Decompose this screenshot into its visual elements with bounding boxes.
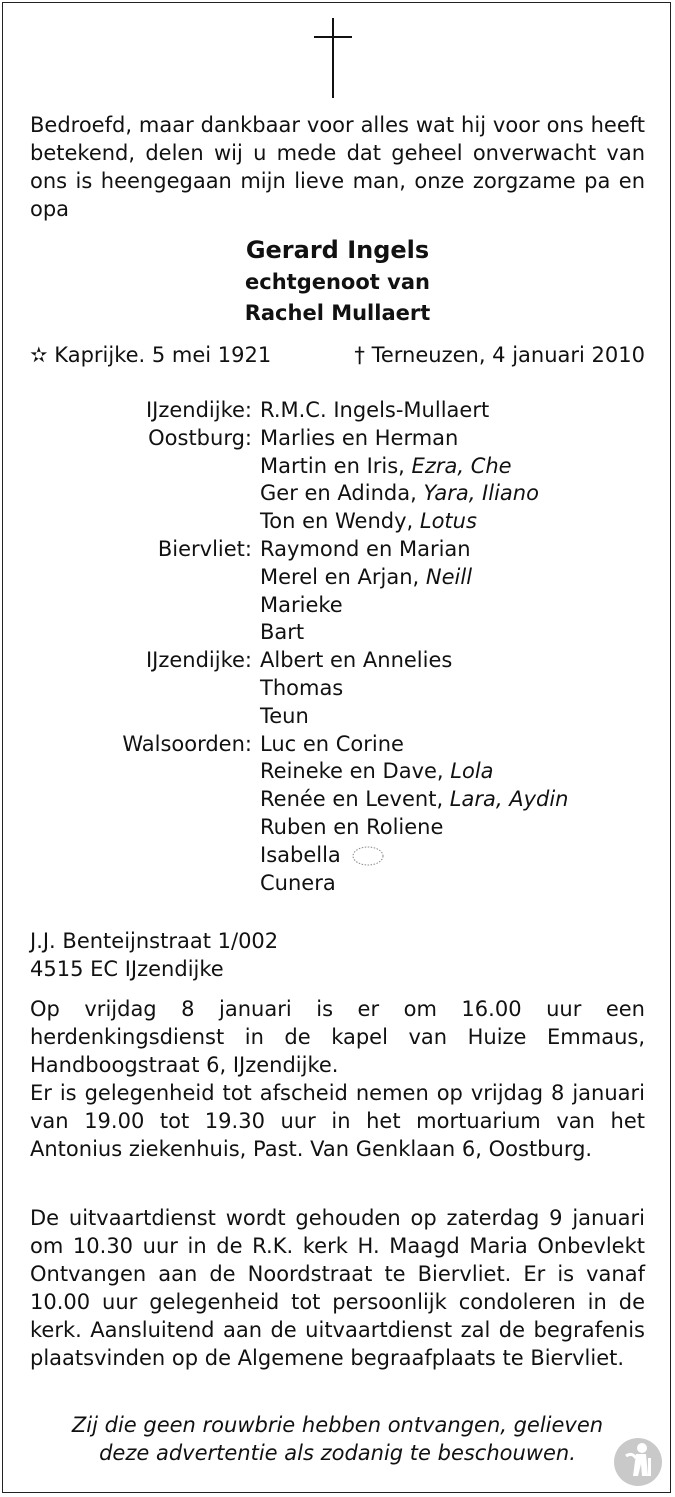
family-names-text: Renée en Levent, xyxy=(260,787,450,812)
family-row xyxy=(30,703,645,731)
family-names-text: Thomas xyxy=(260,675,344,700)
family-row xyxy=(30,480,645,508)
family-names xyxy=(260,647,452,675)
family-row xyxy=(30,758,645,786)
family-row xyxy=(30,564,645,592)
family-place: IJzendijke: xyxy=(145,648,252,673)
birth-date xyxy=(30,341,271,369)
family-names-text: Ruben en Roliene xyxy=(260,814,444,839)
family-list xyxy=(30,397,645,897)
address-block xyxy=(30,927,278,983)
dagger-icon: † xyxy=(354,343,365,367)
memorial-logo-icon xyxy=(612,1436,664,1488)
family-names xyxy=(260,480,539,508)
family-row xyxy=(30,842,645,870)
family-row xyxy=(30,647,645,675)
family-place xyxy=(30,480,260,508)
service-paragraph-3: De uitvaartdienst wordt gehouden op zaterdag 9 januari om 10.30 uur in de R.K. kerk H. Maagd Maria Onbevlekt Ontvangen aan de Noordstraat te Biervliet. Er is vanaf 10.00 uur gelegenheid tot persoonlijk condoleren in de kerk. Aansluitend aan de uitvaartdienst zal de begrafenis plaatsvinden op de Algemene begraafplaats te Biervliet. xyxy=(30,1206,645,1370)
family-place xyxy=(30,786,260,814)
family-names xyxy=(260,758,494,786)
family-names-text: Marlies en Herman xyxy=(260,425,459,450)
family-names xyxy=(260,592,343,620)
family-grandchildren: Lotus xyxy=(419,509,477,534)
family-names-text: Reineke en Dave, xyxy=(260,759,451,784)
service-paragraph-1: Op vrijdag 8 januari is er om 16.00 uur een herdenkingsdienst in de kapel van Huize Emmaus, Handboogstraat 6, IJzendijke. xyxy=(30,997,645,1077)
family-names xyxy=(260,425,458,453)
family-row xyxy=(30,731,645,759)
family-names-text: Bart xyxy=(260,620,305,645)
family-names xyxy=(260,508,477,536)
birth-text: Kaprijke. 5 mei 1921 xyxy=(54,343,272,367)
family-place: Oostburg: xyxy=(148,425,252,450)
family-row xyxy=(30,675,645,703)
closing-line-2: deze advertentie als zodanig te beschouwen. xyxy=(99,1441,576,1465)
family-row xyxy=(30,536,645,564)
family-row xyxy=(30,870,645,898)
family-row xyxy=(30,592,645,620)
service-paragraph-2: Er is gelegenheid tot afscheid nemen op vrijdag 8 januari van 19.00 tot 19.30 uur in het mortuarium van het Antonius ziekenhuis, Past. Van Genklaan 6, Oostburg. xyxy=(30,1081,645,1161)
family-names-text: Albert en Annelies xyxy=(260,648,453,673)
family-place xyxy=(30,675,260,703)
family-place xyxy=(30,619,260,647)
family-place xyxy=(30,758,260,786)
family-names xyxy=(260,397,489,425)
family-names xyxy=(260,619,304,647)
family-names xyxy=(260,453,512,481)
family-grandchildren: Yara, Iliano xyxy=(423,481,539,506)
cross-icon xyxy=(314,18,354,100)
intro-text: Bedroefd, maar dankbaar voor alles wat hij voor ons heeft betekend, delen wij u mede dat geheel onverwacht van ons is heengegaan mijn lieve man, onze zorgzame pa en opa xyxy=(30,113,645,221)
family-place xyxy=(30,592,260,620)
spouse-name: Rachel Mullaert xyxy=(244,301,431,325)
family-grandchildren: Lola xyxy=(450,759,494,784)
family-row xyxy=(30,786,645,814)
family-names xyxy=(260,536,471,564)
family-names-text: Isabella xyxy=(260,842,341,867)
family-place xyxy=(30,703,260,731)
family-names xyxy=(260,870,336,898)
family-place: IJzendijke: xyxy=(145,398,252,422)
family-row xyxy=(30,814,645,842)
family-names-text: Merel en Arjan, xyxy=(260,564,426,589)
dotted-heart-icon xyxy=(351,845,385,867)
closing-line-1: Zij die geen rouwbrie hebben ontvangen, gelieven xyxy=(71,1413,604,1437)
family-place: Walsoorden: xyxy=(122,731,252,756)
family-place xyxy=(30,453,260,481)
family-names-text: Ton en Wendy, xyxy=(260,509,420,534)
address-city: 4515 EC IJzendijke xyxy=(30,957,224,981)
family-grandchildren: Lara, Aydin xyxy=(449,787,569,812)
death-text: Terneuzen, 4 januari 2010 xyxy=(371,343,645,367)
family-row xyxy=(30,425,645,453)
family-names-text: Martin en Iris, xyxy=(260,453,412,478)
family-names-text: Teun xyxy=(260,703,309,728)
deceased-name: Gerard Ingels xyxy=(245,236,430,264)
family-grandchildren: Neill xyxy=(425,564,473,589)
family-place xyxy=(30,814,260,842)
star-icon: ✫ xyxy=(30,343,48,367)
family-names xyxy=(260,564,472,592)
family-place xyxy=(30,870,260,898)
family-names-text: R.M.C. Ingels-Mullaert xyxy=(260,398,490,422)
family-names-text: Marieke xyxy=(260,592,343,617)
family-names xyxy=(260,731,404,759)
family-names-text: Luc en Corine xyxy=(260,731,404,756)
family-place xyxy=(30,842,260,870)
family-names xyxy=(260,675,343,703)
family-row xyxy=(30,397,645,425)
family-row xyxy=(30,453,645,481)
family-names-text: Raymond en Marian xyxy=(260,536,471,561)
address-street: J.J. Benteijnstraat 1/002 xyxy=(30,929,279,953)
family-names-text: Ger en Adinda, xyxy=(260,481,424,506)
relation-text: echtgenoot van xyxy=(245,270,430,294)
family-row xyxy=(30,508,645,536)
family-grandchildren: Ezra, Che xyxy=(411,453,512,478)
family-names xyxy=(260,814,443,842)
family-place: Biervliet: xyxy=(157,536,252,561)
family-place xyxy=(30,508,260,536)
family-row xyxy=(30,619,645,647)
family-names xyxy=(260,786,569,814)
family-names xyxy=(260,703,309,731)
family-names xyxy=(260,842,385,870)
death-date xyxy=(354,341,645,369)
closing-note xyxy=(30,1411,645,1467)
life-dates xyxy=(30,341,645,369)
family-place xyxy=(30,564,260,592)
family-names-text: Cunera xyxy=(260,870,336,895)
